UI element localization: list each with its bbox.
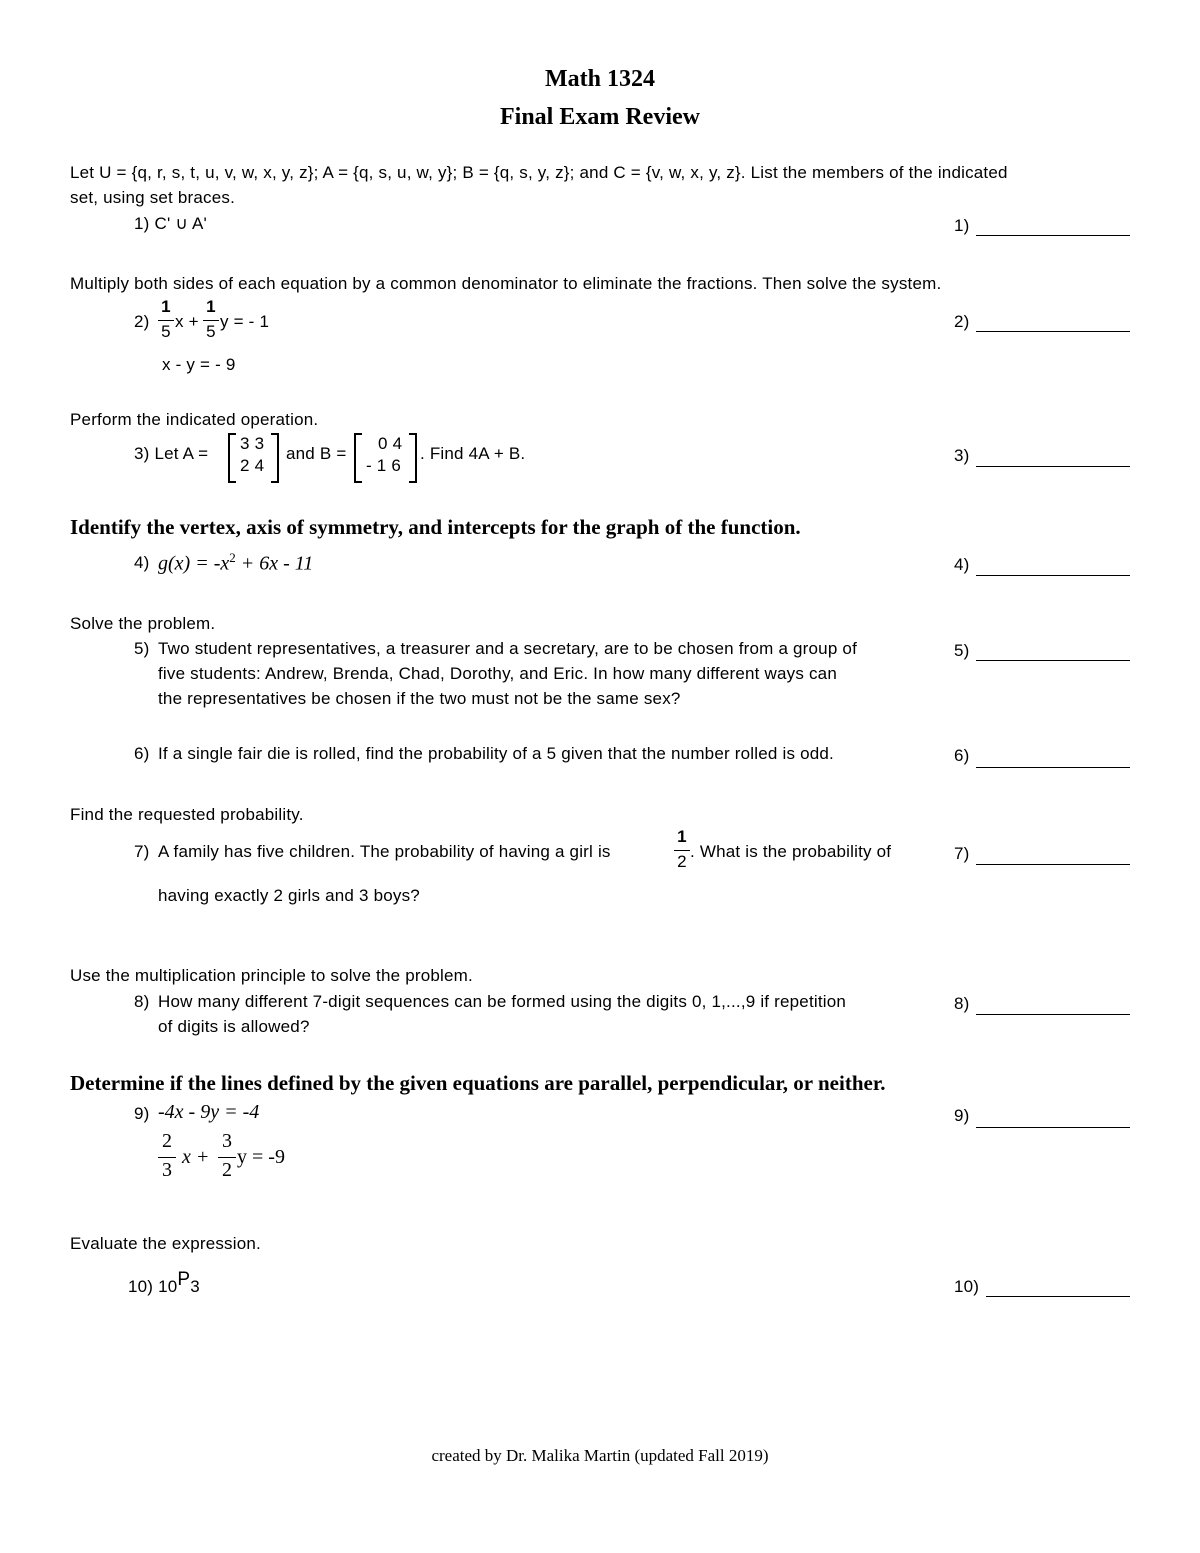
- equation-term: y = -9: [237, 1146, 285, 1168]
- answer-blank-7[interactable]: [976, 864, 1130, 865]
- equation-line-2: x - y = - 9: [162, 355, 236, 374]
- question-5-line-1: Two student representatives, a treasurer and a secretary, are to be chosen from a group of: [158, 639, 857, 658]
- section-instruction-vertex: Identify the vertex, axis of symmetry, and intercepts for the graph of the function.: [70, 515, 801, 539]
- fraction-denominator: 2: [222, 1159, 232, 1181]
- answer-label-2: 2): [954, 312, 970, 331]
- question-6-text: If a single fair die is rolled, find the probability of a 5 given that the number rolled is odd.: [158, 744, 834, 763]
- fraction-denominator: 5: [161, 322, 171, 341]
- section-instruction-evaluate: Evaluate the expression.: [70, 1234, 261, 1253]
- answer-blank-2[interactable]: [976, 331, 1130, 332]
- question-5-line-2: five students: Andrew, Brenda, Chad, Dorothy, and Eric. In how many different ways can: [158, 664, 837, 683]
- section-instruction-probability: Find the requested probability.: [70, 805, 304, 824]
- fraction-bar: [158, 1157, 176, 1158]
- answer-label-9: 9): [954, 1106, 970, 1125]
- question-8-line-1: How many different 7-digit sequences can be formed using the digits 0, 1,...,9 if repetition: [158, 992, 847, 1011]
- matrix-right-bracket: [409, 433, 417, 483]
- section-instruction-solve: Solve the problem.: [70, 614, 216, 633]
- answer-label-8: 8): [954, 994, 970, 1013]
- question-number-5: 5): [134, 639, 150, 658]
- question-10: [128, 1269, 200, 1298]
- matrix-b-row-2: - 1 6: [366, 456, 402, 475]
- question-5-line-3: the representatives be chosen if the two must not be the same sex?: [158, 689, 681, 708]
- fraction-numerator: 1: [677, 827, 687, 846]
- equation-9-line-1: -4x - 9y = -4: [158, 1101, 260, 1123]
- answer-blank-6[interactable]: [976, 767, 1130, 768]
- section-instruction-sets: Let U = {q, r, s, t, u, v, w, x, y, z}; A = {q, s, u, w, y}; B = {q, s, y, z}; and C = {v, w, x, y, z}. List the members of the indicated: [70, 163, 1008, 182]
- question-1: [134, 214, 207, 234]
- question-number-9: 9): [134, 1104, 150, 1123]
- fraction-bar: [203, 320, 219, 321]
- question-8-line-2: of digits is allowed?: [158, 1017, 310, 1036]
- question-3-lead: 3) Let A =: [134, 444, 209, 463]
- question-number-8: 8): [134, 992, 150, 1011]
- permutation-symbol: P: [177, 1269, 191, 1290]
- page-subtitle: Final Exam Review: [500, 104, 700, 130]
- answer-blank-10[interactable]: [986, 1296, 1130, 1297]
- answer-blank-5[interactable]: [976, 660, 1130, 661]
- question-number-6: 6): [134, 744, 150, 763]
- section-instruction-operation: Perform the indicated operation.: [70, 410, 319, 429]
- question-7-line-2: having exactly 2 girls and 3 boys?: [158, 886, 420, 905]
- matrix-a-row-2: 2 4: [240, 456, 265, 475]
- answer-label-5: 5): [954, 641, 970, 660]
- matrix-right-bracket: [271, 433, 279, 483]
- function-expression: [158, 550, 313, 576]
- question-10-lead: 10) 10: [128, 1277, 178, 1296]
- question-number-4: 4): [134, 553, 150, 572]
- equation-term: y = - 1: [220, 312, 270, 331]
- answer-label-1: 1): [954, 216, 970, 235]
- fraction-denominator: 5: [206, 322, 216, 341]
- question-number-7: 7): [134, 842, 150, 861]
- matrix-left-bracket: [354, 433, 362, 483]
- section-instruction-system: Multiply both sides of each equation by a common denominator to eliminate the fractions. Then solve the system.: [70, 274, 942, 293]
- matrix-b-row-1: 0 4: [378, 434, 403, 453]
- answer-blank-1[interactable]: [976, 235, 1130, 236]
- function-lhs: g(x) = -x: [158, 552, 230, 575]
- fraction-numerator: 3: [222, 1130, 232, 1152]
- question-number-2: 2): [134, 312, 150, 331]
- question-7-text-b: . What is the probability of: [690, 842, 892, 861]
- page-footer: created by Dr. Malika Martin (updated Fall 2019): [431, 1446, 769, 1465]
- answer-label-3: 3): [954, 446, 970, 465]
- answer-blank-8[interactable]: [976, 1014, 1130, 1015]
- answer-blank-9[interactable]: [976, 1127, 1130, 1128]
- question-7-text-a: A family has five children. The probability of having a girl is: [158, 842, 611, 861]
- page-title: Math 1324: [545, 66, 655, 92]
- equation-term: x +: [182, 1146, 210, 1168]
- fraction-numerator: 1: [206, 297, 216, 316]
- exponent: 2: [229, 550, 236, 565]
- function-rhs: + 6x - 11: [240, 552, 314, 575]
- fraction-denominator: 2: [677, 852, 687, 871]
- answer-label-10: 10): [954, 1277, 980, 1296]
- answer-label-6: 6): [954, 746, 970, 765]
- question-3-find: . Find 4A + B.: [420, 444, 526, 463]
- permutation-subscript: 3: [190, 1277, 200, 1296]
- fraction-bar: [218, 1157, 236, 1158]
- answer-label-7: 7): [954, 844, 970, 863]
- section-instruction-multiplication: Use the multiplication principle to solve the problem.: [70, 966, 473, 985]
- fraction-numerator: 2: [162, 1130, 172, 1152]
- question-3-and: and B =: [286, 444, 347, 463]
- matrix-a-row-1: 3 3: [240, 434, 265, 453]
- fraction-bar: [158, 320, 174, 321]
- answer-label-4: 4): [954, 555, 970, 574]
- question-text: C' ∪ A': [154, 214, 207, 233]
- section-instruction-lines: Determine if the lines defined by the given equations are parallel, perpendicular, or neither.: [70, 1071, 886, 1095]
- fraction-numerator: 1: [161, 297, 171, 316]
- section-instruction-sets-cont: set, using set braces.: [70, 188, 236, 207]
- fraction-denominator: 3: [162, 1159, 172, 1181]
- question-number: 1): [134, 214, 150, 233]
- fraction-bar: [674, 850, 690, 851]
- answer-blank-3[interactable]: [976, 466, 1130, 467]
- answer-blank-4[interactable]: [976, 575, 1130, 576]
- matrix-left-bracket: [228, 433, 236, 483]
- equation-term: x +: [175, 312, 199, 331]
